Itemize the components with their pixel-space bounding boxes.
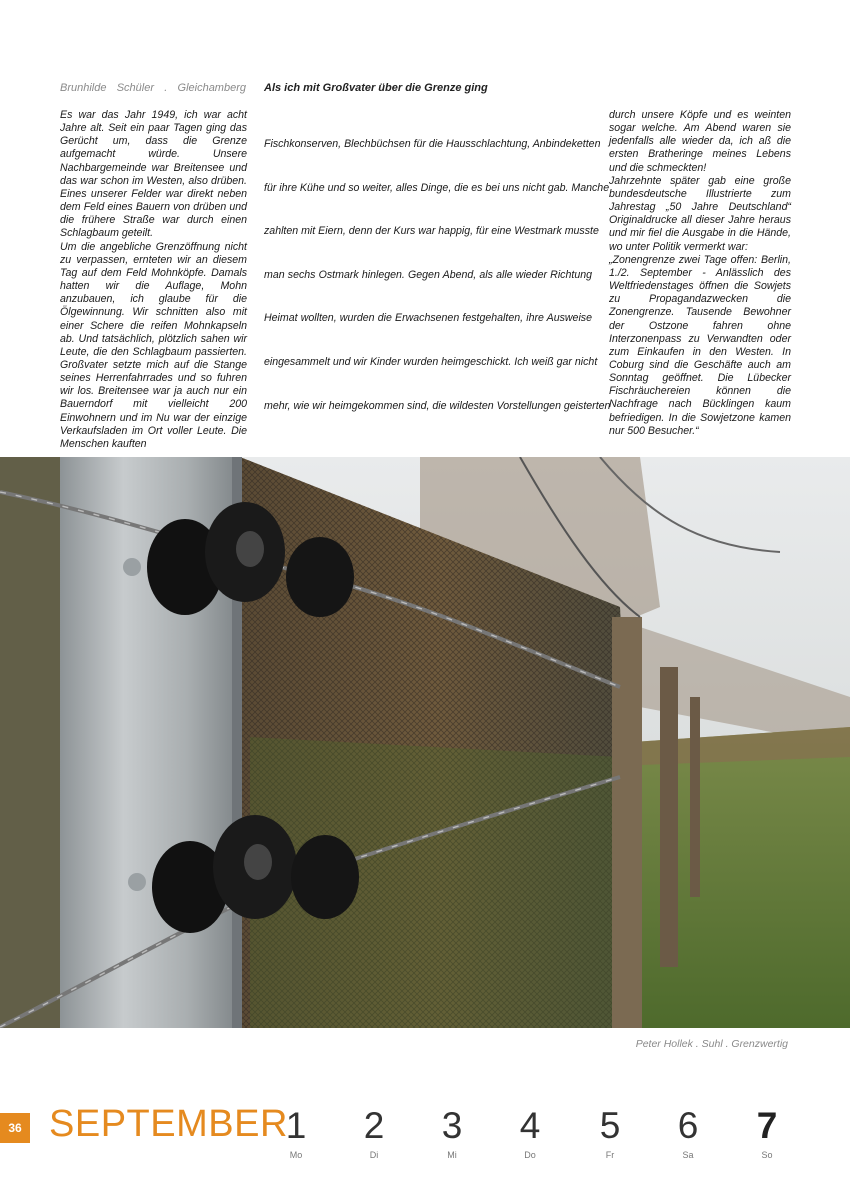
calendar-day-sunday [737, 1104, 797, 1160]
paragraph: Um die angebliche Grenzöffnung nicht zu verpassen, ernteten wir an diesem Tag auf dem Feld Mohnköpfe. Damals hatten wir die Auflage, Mohn anzubauen, ich glaube für die Ölgewinnung. Wir schnitten also mit einer Schere die reifen Mohnkapseln ab. Und tatsächlich, plötzlich sahen wir Leute, die den Schlagbaum passierten. Großvater setzte mich auf die Stange seines Herrenfahrrades und so fuhren wir los. Breitensee war ja auch nur ein Bauerndorf mit vielleicht 200 Einwohnern und im Nu war der einzige Verkaufsladen im Ort voller Leute. Die Menschen kauften [60, 240, 247, 450]
weekday-label: Fr [605, 1150, 615, 1160]
calendar-day [658, 1104, 718, 1160]
page-number: 36 [0, 1113, 30, 1143]
paragraph: durch unsere Köpfe und es weinten sogar welche. Am Abend waren sie jedenfalls alle wieder da, ich aß die ersten Bratheringe meines Lebens und die schmeckten! [609, 109, 791, 174]
photo-credit: Peter Hollek . Suhl . Grenzwertig [635, 1038, 788, 1050]
day-number: 1 [285, 1105, 307, 1146]
day-number: 5 [599, 1105, 621, 1146]
calendar-day [580, 1104, 640, 1160]
text-line: Fischkonserven, Blechbüchsen für die Hausschlachtung, Anbindeketten [264, 138, 601, 150]
weekday-label: Mo [289, 1150, 303, 1160]
article-author: Brunhilde Schüler . Gleichamberg [60, 82, 246, 94]
day-number: 6 [677, 1105, 699, 1146]
text-line: Heimat wollten, wurden die Erwachsenen festgehalten, ihre Ausweise [264, 312, 592, 325]
day-number: 4 [519, 1105, 541, 1146]
article-title: Als ich mit Großvater über die Grenze ging [264, 82, 488, 94]
weekday-label: So [761, 1150, 773, 1160]
text-column-2 [264, 137, 611, 442]
calendar-day [266, 1104, 326, 1160]
weekday-label: Sa [682, 1150, 694, 1160]
text-line: mehr, wie wir heimgekommen sind, die wildesten Vorstellungen geisterten [264, 399, 611, 412]
day-number: 2 [363, 1105, 385, 1146]
calendar-day [344, 1104, 404, 1160]
text-line: eingesammelt und wir Kinder wurden heimgeschickt. Ich weiß gar nicht [264, 355, 598, 368]
calendar-day [500, 1104, 560, 1160]
text-line: für ihre Kühe und so weiter, alles Dinge, die es bei uns nicht gab. Manche [264, 181, 610, 194]
weekday-label: Di [369, 1150, 379, 1160]
text-column-3 [609, 109, 791, 438]
fence-photo [0, 457, 850, 1028]
month-title: SEPTEMBER [49, 1103, 288, 1145]
paragraph: Jahrzehnte später gab eine große bundesdeutsche Illustrierte zum Jahrestag „50 Jahre Deutschland“ Originaldrucke all dieser Jahre heraus und mir fiel die Ausgabe in die Hände, wo unter Politik vermerkt war: [609, 174, 791, 253]
day-number: 7 [756, 1105, 778, 1146]
paragraph: Es war das Jahr 1949, ich war acht Jahre alt. Seit ein paar Tagen ging das Gerücht um, dass die Grenze aufgemacht würde. Unsere Nachbargemeinde war Breitensee und das war schon im Westen, also drüben. Eines unserer Felder war direkt neben dem Feld eines Bauern von drüben und die frühere Straße war durch einen Schlagbaum geteilt. [60, 109, 247, 240]
calendar-day [422, 1104, 482, 1160]
weekday-label: Do [524, 1150, 536, 1160]
fence-photo-illustration [0, 457, 850, 1028]
text-column-1 [60, 109, 247, 451]
day-number: 3 [441, 1105, 463, 1146]
paragraph: „Zonengrenze zwei Tage offen: Berlin, 1./2. September - Anlässlich des Weltfriedenstages öffnen die Sowjets zu Propagandazwecken die Zonengrenze. Tausende Bewohner der Ostzone fahren ohne Interzonenpass zu Verwandten oder zum Einkaufen in den Westen. In Coburg sind die Geschäfte auch am Sonntag geöffnet. Die Lübecker Fischräuchereien können die Nachfrage nach Bücklingen kaum befriedigen. In die Sowjetzone kamen nur 500 Besucher.“ [609, 253, 791, 437]
weekday-label: Mi [447, 1150, 457, 1160]
text-line: zahlten mit Eiern, denn der Kurs war happig, für eine Westmark musste [264, 225, 599, 238]
text-line: man sechs Ostmark hinlegen. Gegen Abend, als alle wieder Richtung [264, 268, 592, 281]
